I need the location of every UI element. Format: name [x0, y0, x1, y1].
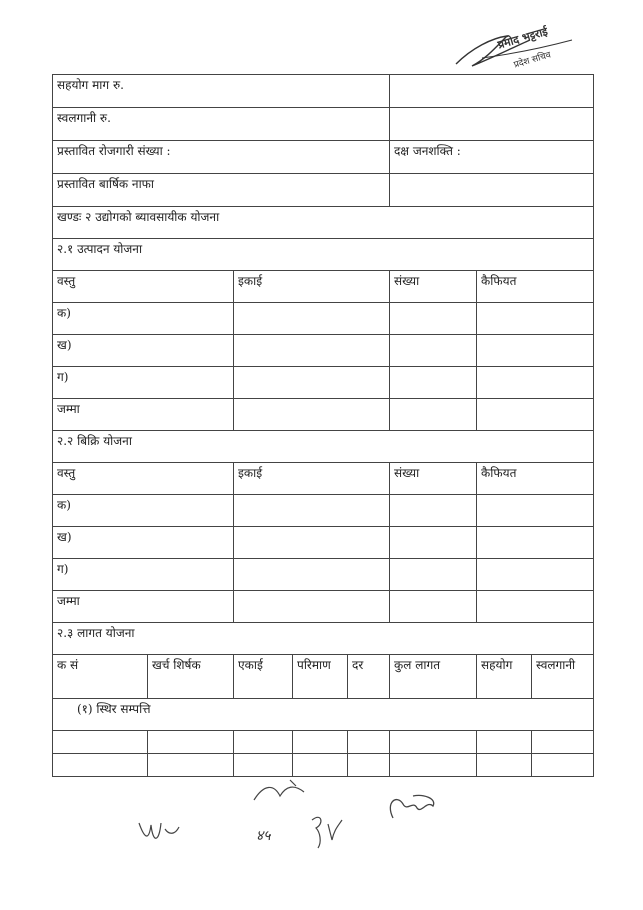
production-row-label: ख) [53, 335, 234, 367]
sales-header-count: संख्या [390, 463, 477, 495]
sales-title-row [53, 431, 594, 463]
production-cell[interactable] [390, 303, 477, 335]
production-total-label: जम्मा [53, 399, 234, 431]
cost-header-support: सहयोग [477, 655, 532, 699]
production-header-remarks: कैफियत [477, 271, 594, 303]
cost-header-self-investment: स्वलगानी [532, 655, 594, 699]
sales-cell[interactable] [477, 527, 594, 559]
sales-cell[interactable] [234, 527, 390, 559]
sales-header-item: वस्तु [53, 463, 234, 495]
employment-label: प्रस्तावित रोजगारी संख्या : [53, 141, 390, 174]
cost-header-unit: एकाई [234, 655, 293, 699]
production-cell[interactable] [234, 303, 390, 335]
sales-total-row [53, 591, 594, 623]
sales-row [53, 495, 594, 527]
cost-cell[interactable] [477, 731, 532, 754]
sales-row-label: ग) [53, 559, 234, 591]
stamp-title: प्रदेश सचिव [512, 50, 553, 71]
cost-cell[interactable] [390, 731, 477, 754]
self-investment-label: स्वलगानी रु. [53, 108, 390, 141]
cost-header-rate: दर [348, 655, 390, 699]
fixed-assets-row [53, 699, 594, 731]
signature-2-icon [250, 778, 310, 808]
sales-row [53, 527, 594, 559]
cost-cell[interactable] [53, 731, 148, 754]
skilled-workforce-label: दक्ष जनशक्ति : [390, 141, 594, 174]
cost-header-sn: क सं [53, 655, 148, 699]
cost-header-total: कुल लागत [390, 655, 477, 699]
sales-header-remarks: कैफियत [477, 463, 594, 495]
cost-header-expense-title: खर्च शिर्षक [148, 655, 234, 699]
signature-1-icon [135, 815, 185, 845]
production-cell[interactable] [477, 399, 594, 431]
cost-cell[interactable] [234, 754, 293, 777]
sales-row [53, 559, 594, 591]
production-cell[interactable] [390, 367, 477, 399]
cost-cell[interactable] [532, 731, 594, 754]
section-heading: खण्डः २ उद्योगको ब्यावसायीक योजना [53, 207, 594, 239]
official-stamp [452, 18, 592, 76]
cost-cell[interactable] [532, 754, 594, 777]
production-cell[interactable] [390, 335, 477, 367]
form-sheet [52, 74, 593, 777]
production-header-row [53, 271, 594, 303]
sales-cell[interactable] [477, 591, 594, 623]
production-cell[interactable] [477, 335, 594, 367]
employment-row [53, 141, 594, 174]
sales-cell[interactable] [390, 495, 477, 527]
cost-cell[interactable] [234, 731, 293, 754]
support-request-value[interactable] [390, 75, 594, 108]
sales-cell[interactable] [390, 559, 477, 591]
stamp-name: प्रमोद भट्टराई [496, 24, 550, 52]
cost-row [53, 754, 594, 777]
production-row [53, 367, 594, 399]
cost-cell[interactable] [390, 754, 477, 777]
signature-3-icon [306, 810, 346, 850]
fixed-assets-heading: (१) स्थिर सम्पत्ति [53, 699, 594, 731]
cost-row [53, 731, 594, 754]
section-heading-row [53, 207, 594, 239]
signature-4-icon [383, 790, 443, 828]
annual-profit-label: प्रस्तावित बार्षिक नाफा [53, 174, 390, 207]
cost-cell[interactable] [477, 754, 532, 777]
form-table [52, 74, 594, 777]
production-cell[interactable] [390, 399, 477, 431]
page-number: ४५ [256, 828, 271, 844]
cost-cell[interactable] [148, 731, 234, 754]
production-row-label: ग) [53, 367, 234, 399]
cost-cell[interactable] [348, 731, 390, 754]
annual-profit-value[interactable] [390, 174, 594, 207]
sales-cell[interactable] [234, 591, 390, 623]
sales-total-label: जम्मा [53, 591, 234, 623]
production-cell[interactable] [234, 335, 390, 367]
sales-cell[interactable] [390, 591, 477, 623]
production-cell[interactable] [234, 367, 390, 399]
production-title-row [53, 239, 594, 271]
self-investment-row [53, 108, 594, 141]
production-row-label: क) [53, 303, 234, 335]
cost-title: २.३ लागत योजना [53, 623, 594, 655]
cost-cell[interactable] [53, 754, 148, 777]
cost-title-row [53, 623, 594, 655]
sales-row-label: क) [53, 495, 234, 527]
cost-cell[interactable] [293, 754, 348, 777]
cost-cell[interactable] [293, 731, 348, 754]
sales-cell[interactable] [477, 559, 594, 591]
sales-header-row [53, 463, 594, 495]
production-cell[interactable] [234, 399, 390, 431]
production-total-row [53, 399, 594, 431]
support-request-label: सहयोग माग रु. [53, 75, 390, 108]
cost-header-quantity: परिमाण [293, 655, 348, 699]
production-cell[interactable] [477, 367, 594, 399]
production-header-count: संख्या [390, 271, 477, 303]
sales-cell[interactable] [234, 559, 390, 591]
self-investment-value[interactable] [390, 108, 594, 141]
production-row [53, 335, 594, 367]
sales-cell[interactable] [234, 495, 390, 527]
sales-header-unit: इकाई [234, 463, 390, 495]
production-cell[interactable] [477, 303, 594, 335]
cost-header-row [53, 655, 594, 699]
sales-cell[interactable] [477, 495, 594, 527]
annual-profit-row [53, 174, 594, 207]
production-row [53, 303, 594, 335]
cost-cell[interactable] [148, 754, 234, 777]
support-request-row [53, 75, 594, 108]
production-header-item: वस्तु [53, 271, 234, 303]
sales-cell[interactable] [390, 527, 477, 559]
production-title: २.१ उत्पादन योजना [53, 239, 594, 271]
sales-title: २.२ बिक्रि योजना [53, 431, 594, 463]
sales-row-label: ख) [53, 527, 234, 559]
cost-cell[interactable] [348, 754, 390, 777]
production-header-unit: इकाई [234, 271, 390, 303]
